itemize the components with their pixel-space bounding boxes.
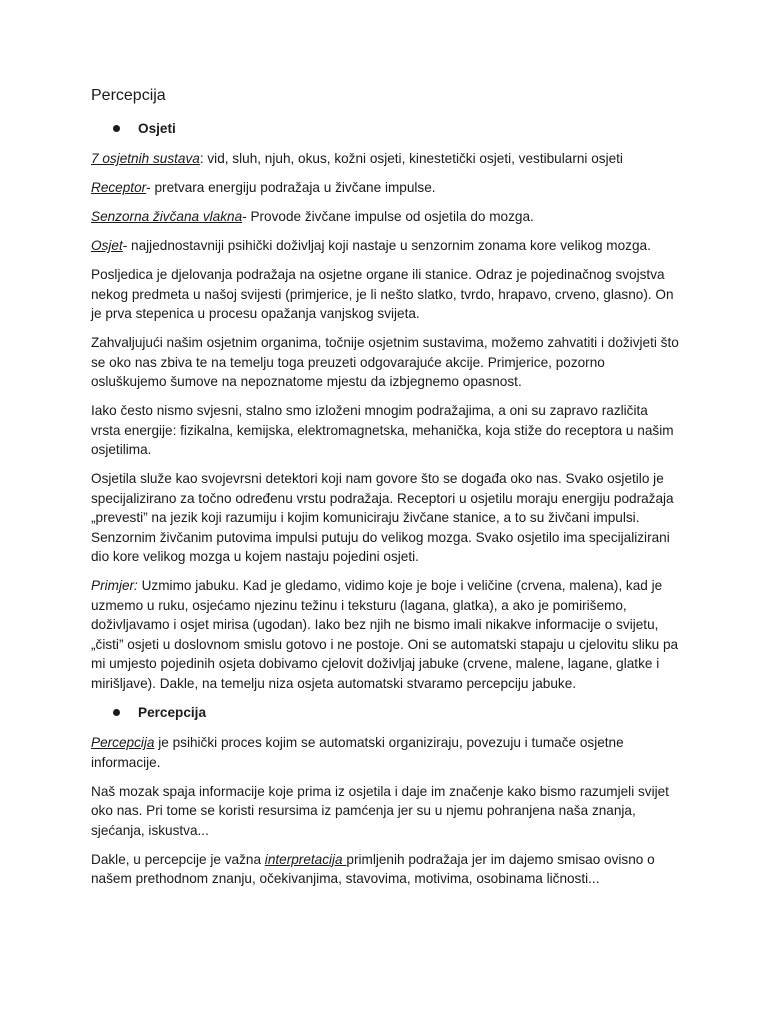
example-label: Primjer: bbox=[91, 578, 138, 593]
paragraph-text: Dakle, u percepcije je važna bbox=[91, 851, 265, 867]
paragraph-text: : vid, sluh, njuh, okus, kožni osjeti, kinestetički osjeti, vestibularni osjeti bbox=[199, 151, 623, 166]
paragraph-text: Zahvaljujući našim osjetnim organima, točnije osjetnim sustavima, možemo zahvatiti i doživjeti što se oko nas zbiva te na temelju toga preuzeti odgovarajuće akcije. Primjerice, pozorno osluškujemo šumove na nepoznatome mjestu da izbjegnemo opasnost. bbox=[91, 335, 679, 389]
document-body bbox=[91, 86, 681, 898]
paragraph-percepcija bbox=[91, 733, 681, 772]
paragraph-text: Osjetila služe kao svojevrsni detektori koji nam govore što se događa oko nas. Svako osjetilo je specijalizirano za točno određenu vrstu podražaja. Receptori u osjetilu moraju energiju podražaja „prevesti” na jezik koji razumiju i kojim komuniciraju živčane stanice, a to su živčani impulsi. Senzornim živčanim putovima impulsi putuju do velikog mozga. Svako osjetilo ima specijalizirani dio kore velikog mozga u kojem nastaju pojedini osjeti. bbox=[91, 471, 674, 564]
paragraph-interpretation bbox=[91, 850, 681, 889]
paragraph-receptor bbox=[91, 178, 681, 198]
term: interpretacija bbox=[264, 851, 347, 867]
term: Senzorna živčana vlakna bbox=[91, 209, 243, 224]
paragraph-text: - najjednostavniji psihički doživljaj koji nastaje u senzornim zonama kore velikog mozga. bbox=[122, 238, 651, 253]
paragraph-text: Uzmimo jabuku. Kad je gledamo, vidimo koje je boje i veličine (crvena, malena), kad je uzmemo u ruku, osjećamo njezinu težinu i teksturu (lagana, glatka), a ako je pomirišemo, doživljavamo i osjet mirisa (ugodan). Iako bez njih ne bismo imali nikakve informacije o svijetu, „čisti” osjeti u doslovnom smislu gotovo i ne postoje. Oni se automatski stapaju u cjelovitu sliku pa mi umjesto pojedinih osjeta dobivamo cjelovit doživljaj jabuke (crvene, malene, lagane, glatke i mirišljave). Dakle, na temelju niza osjeta automatski stvaramo percepciju jabuke. bbox=[91, 578, 679, 691]
term: Osjet bbox=[91, 238, 123, 253]
bullet-icon bbox=[113, 709, 120, 716]
term: Receptor bbox=[91, 180, 147, 195]
section-heading-label: Osjeti bbox=[138, 120, 176, 136]
term: 7 osjetnih sustava bbox=[91, 151, 200, 166]
paragraph-text: Iako često nismo svjesni, stalno smo izloženi mnogim podražajima, a oni su zapravo različita vrsta energije: fizikalna, kemijska, elektromagnetska, mehanička, koja stiže do receptora u našim osjetilima. bbox=[91, 403, 674, 457]
section-heading-percepcija bbox=[91, 703, 681, 723]
term: Percepcija bbox=[91, 735, 155, 750]
section-heading-label: Percepcija bbox=[138, 704, 207, 720]
paragraph-osjet bbox=[91, 236, 681, 256]
bullet-icon bbox=[113, 125, 120, 132]
paragraph-text: Posljedica je djelovanja podražaja na osjetne organe ili stanice. Odraz je pojedinačnog svojstva nekog predmeta u našoj svijesti (primjerice, je li nešto slatko, tvrdo, hrapavo, crveno, glasno). On je prva stepenica u procesu opažanja vanjskog svijeta. bbox=[91, 267, 674, 321]
paragraph-example bbox=[91, 576, 681, 693]
paragraph-sensory-systems bbox=[91, 149, 681, 169]
paragraph-text: primljenih podražaja jer im dajemo smisao ovisno o našem prethodnom znanju, očekivanjima, stavovima, motivima, osobinama ličnosti... bbox=[91, 851, 655, 886]
section-heading-osjeti bbox=[91, 119, 681, 139]
page-title: Percepcija bbox=[91, 87, 166, 104]
paragraph-sensory-fibers bbox=[91, 207, 681, 227]
paragraph-text: - Provode živčane impulse od osjetila do mozga. bbox=[242, 209, 534, 224]
paragraph-text: je psihički proces kojim se automatski organiziraju, povezuju i tumače osjetne informacije. bbox=[91, 735, 624, 770]
paragraph-text: Naš mozak spaja informacije koje prima iz osjetila i daje im značenje kako bismo razumjeli svijet oko nas. Pri tome se koristi resursima iz pamćenja jer su u njemu pohranjena naša znanja, sjećanja, iskustva... bbox=[91, 783, 669, 838]
paragraph-text: - pretvara energiju podražaja u živčane impulse. bbox=[146, 180, 436, 195]
